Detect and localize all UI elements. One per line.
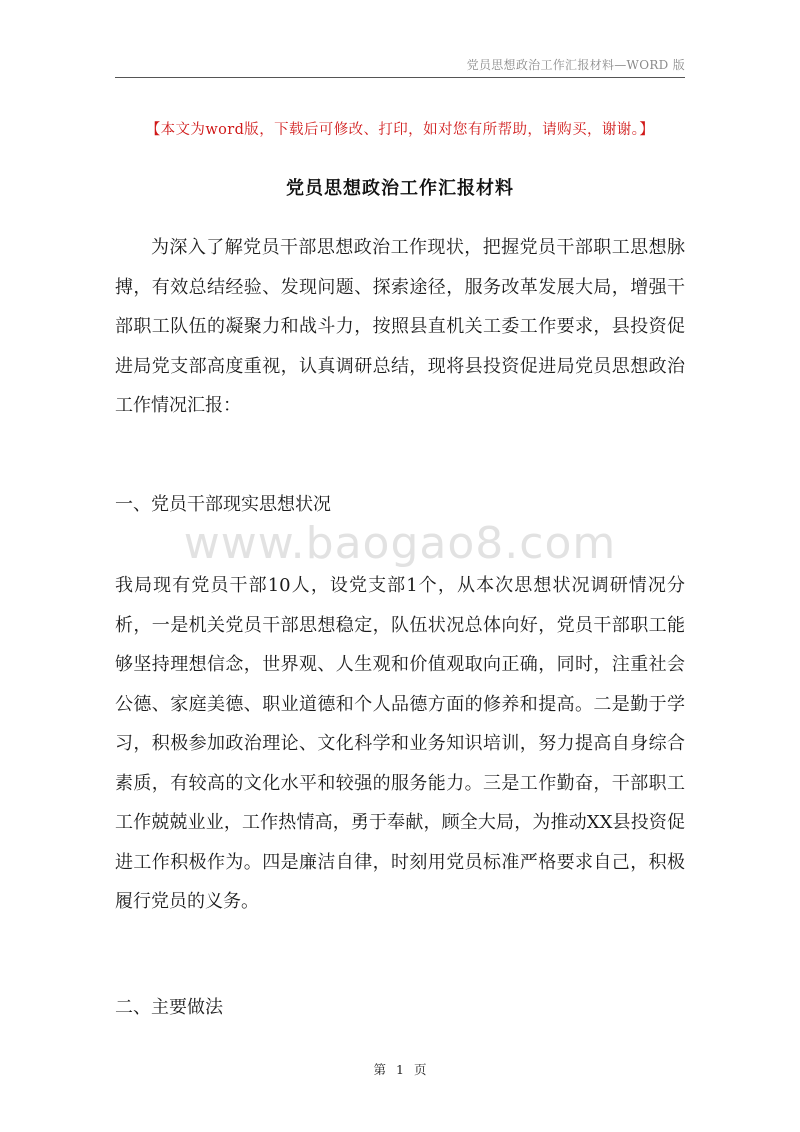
footer-suffix: 页	[413, 1062, 427, 1077]
footer-prefix: 第	[373, 1062, 387, 1077]
page-footer	[0, 1060, 800, 1078]
watermark: www.baogao8.com	[183, 518, 617, 569]
download-notice: 【本文为word版，下载后可修改、打印，如对您有所帮助，请购买，谢谢。】	[145, 122, 655, 138]
intro-paragraph: 为深入了解党员干部思想政治工作现状，把握党员干部职工思想脉搏，有效总结经验、发现问题、探索途径，服务改革发展大局，增强干部职工队伍的凝聚力和战斗力，按照县直机关工委工作要求，县投资促进局党支部高度重视，认真调研总结，现将县投资促进局党员思想政治工作情况汇报：	[115, 237, 685, 416]
section-heading-1: 一、党员干部现实思想状况	[115, 494, 331, 515]
document-title: 党员思想政治工作汇报材料	[286, 178, 514, 199]
page-number: 1	[396, 1062, 404, 1077]
header-divider	[115, 77, 685, 78]
section-1-paragraph: 我局现有党员干部10人，设党支部1个，从本次思想状况调研情况分析，一是机关党员干部思想稳定，队伍状况总体向好，党员干部职工能够坚持理想信念，世界观、人生观和价值观取向正确，同时，注重社会公德、家庭美德、职业道德和个人品德方面的修养和提高。二是勤于学习，积极参加政治理论、文化科学和业务知识培训，努力提高自身综合素质，有较高的文化水平和较强的服务能力。三是工作勤奋，干部职工工作兢兢业业，工作热情高，勇于奉献，顾全大局，为推动XX县投资促进工作积极作为。四是廉洁自律，时刻用党员标准严格要求自己，积极履行党员的义务。	[115, 575, 685, 912]
section-heading-2: 二、主要做法	[115, 997, 223, 1018]
running-header: 党员思想政治工作汇报材料—WORD 版	[466, 58, 685, 72]
